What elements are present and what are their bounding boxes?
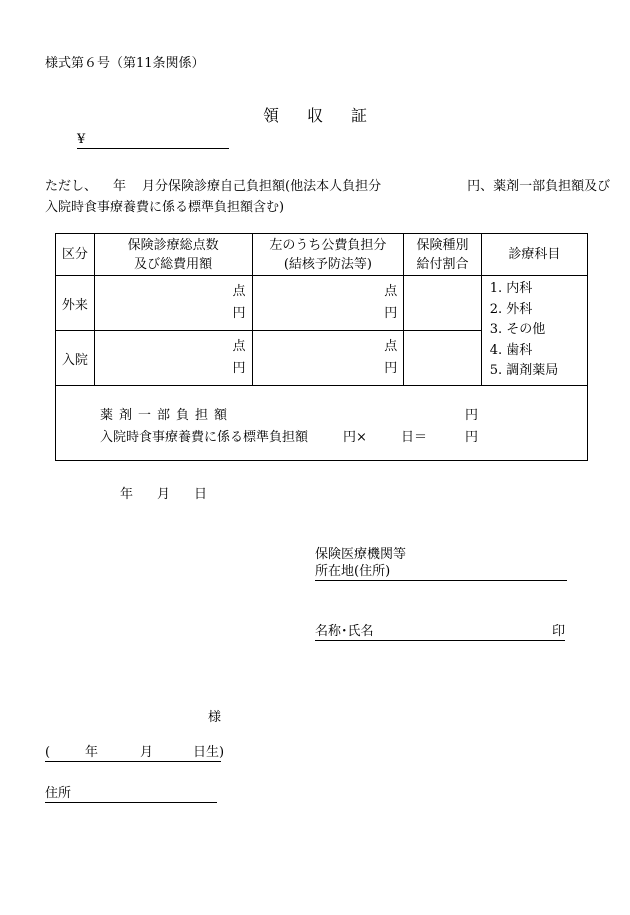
date-month: 月 — [157, 487, 171, 502]
date-day: 日 — [194, 487, 208, 502]
header-total-points-line2: 及び総費用額 — [134, 256, 213, 272]
department-item: 2. 外科 — [489, 301, 533, 317]
note-year: 年 — [113, 179, 127, 194]
header-public-line1: 左のうち公費負担分 — [269, 237, 387, 253]
header-public-burden — [252, 234, 404, 276]
header-total-points-line1: 保険診療総点数 — [127, 237, 219, 253]
points-unit: 点 — [232, 339, 246, 354]
meal-rate-unit: 円× — [343, 430, 367, 445]
issue-date — [120, 483, 207, 502]
fee-table — [55, 233, 588, 461]
seal-mark: 印 — [551, 624, 565, 639]
note-part2: 月分保険診療自己負担額(他法本人負担分 — [142, 179, 382, 194]
date-year: 年 — [120, 487, 134, 502]
row-label-outpatient: 外来 — [56, 276, 95, 331]
yen-unit: 円 — [384, 306, 398, 321]
meal-total-unit: 円 — [465, 430, 479, 445]
yen-unit: 円 — [384, 361, 398, 376]
points-unit: 点 — [232, 284, 246, 299]
institution-address-label: 所在地(住所) — [315, 564, 391, 579]
yen-unit: 円 — [232, 361, 246, 376]
department-item: 5. 調剤薬局 — [489, 363, 559, 378]
inpatient-insurance-cell[interactable] — [404, 331, 481, 386]
table-row-outpatient — [56, 276, 588, 331]
row-label-inpatient: 入院 — [56, 331, 95, 386]
recipient-address-label: 住所 — [45, 786, 72, 801]
outpatient-total-cell[interactable] — [94, 276, 252, 331]
institution-address-field[interactable] — [315, 564, 567, 581]
birth-day: 日生) — [193, 745, 225, 760]
institution-name-label: 名称･氏名 — [315, 624, 374, 639]
header-category: 区分 — [56, 234, 95, 276]
header-insurance-line1: 保険種別 — [416, 237, 469, 253]
inpatient-public-cell[interactable] — [252, 331, 404, 386]
points-unit: 点 — [384, 339, 398, 354]
outpatient-public-cell[interactable] — [252, 276, 404, 331]
birth-date-field[interactable] — [45, 745, 225, 762]
department-item: 3. その他 — [489, 322, 546, 337]
inpatient-total-cell[interactable] — [94, 331, 252, 386]
birth-year: 年 — [85, 745, 99, 760]
birth-open: ( — [45, 745, 51, 760]
recipient-honorific: 様 — [208, 710, 222, 725]
department-item: 4. 歯科 — [489, 342, 533, 358]
header-departments: 診療科目 — [481, 234, 587, 276]
meal-days-unit: 日＝ — [401, 430, 428, 445]
form-number: 様式第６号（第11条関係） — [45, 56, 205, 71]
department-item: 1. 内科 — [489, 281, 533, 296]
departments-list — [481, 276, 587, 386]
note-line-1 — [45, 175, 610, 194]
document-title: 領収証 — [262, 106, 395, 125]
institution-heading: 保険医療機関等 — [315, 547, 407, 562]
yen-unit: 円 — [232, 306, 246, 321]
note-line-2: 入院時食事療養費に係る標準負担額含む) — [45, 200, 285, 215]
copay-cell — [56, 386, 588, 461]
amount-field[interactable] — [77, 132, 229, 149]
yen-symbol: ¥ — [77, 132, 86, 147]
drug-copay-label: 薬剤一部負担額 — [100, 408, 234, 423]
note-part3: 円、薬剤一部負担額及び — [467, 179, 611, 194]
table-header-row — [56, 234, 588, 276]
outpatient-insurance-cell[interactable] — [404, 276, 481, 331]
header-total-points — [94, 234, 252, 276]
meal-label: 入院時食事療養費に係る標準負担額 — [100, 430, 309, 445]
header-public-line2: (結核予防法等) — [283, 256, 372, 272]
header-insurance-type — [404, 234, 481, 276]
note-part1: ただし、 — [45, 179, 98, 194]
recipient-address-field[interactable] — [45, 786, 217, 803]
birth-month: 月 — [140, 745, 154, 760]
institution-name-field[interactable] — [315, 624, 565, 641]
header-insurance-line2: 給付割合 — [416, 256, 469, 272]
points-unit: 点 — [384, 284, 398, 299]
drug-copay-unit: 円 — [465, 408, 479, 423]
table-row-copay — [56, 386, 588, 461]
